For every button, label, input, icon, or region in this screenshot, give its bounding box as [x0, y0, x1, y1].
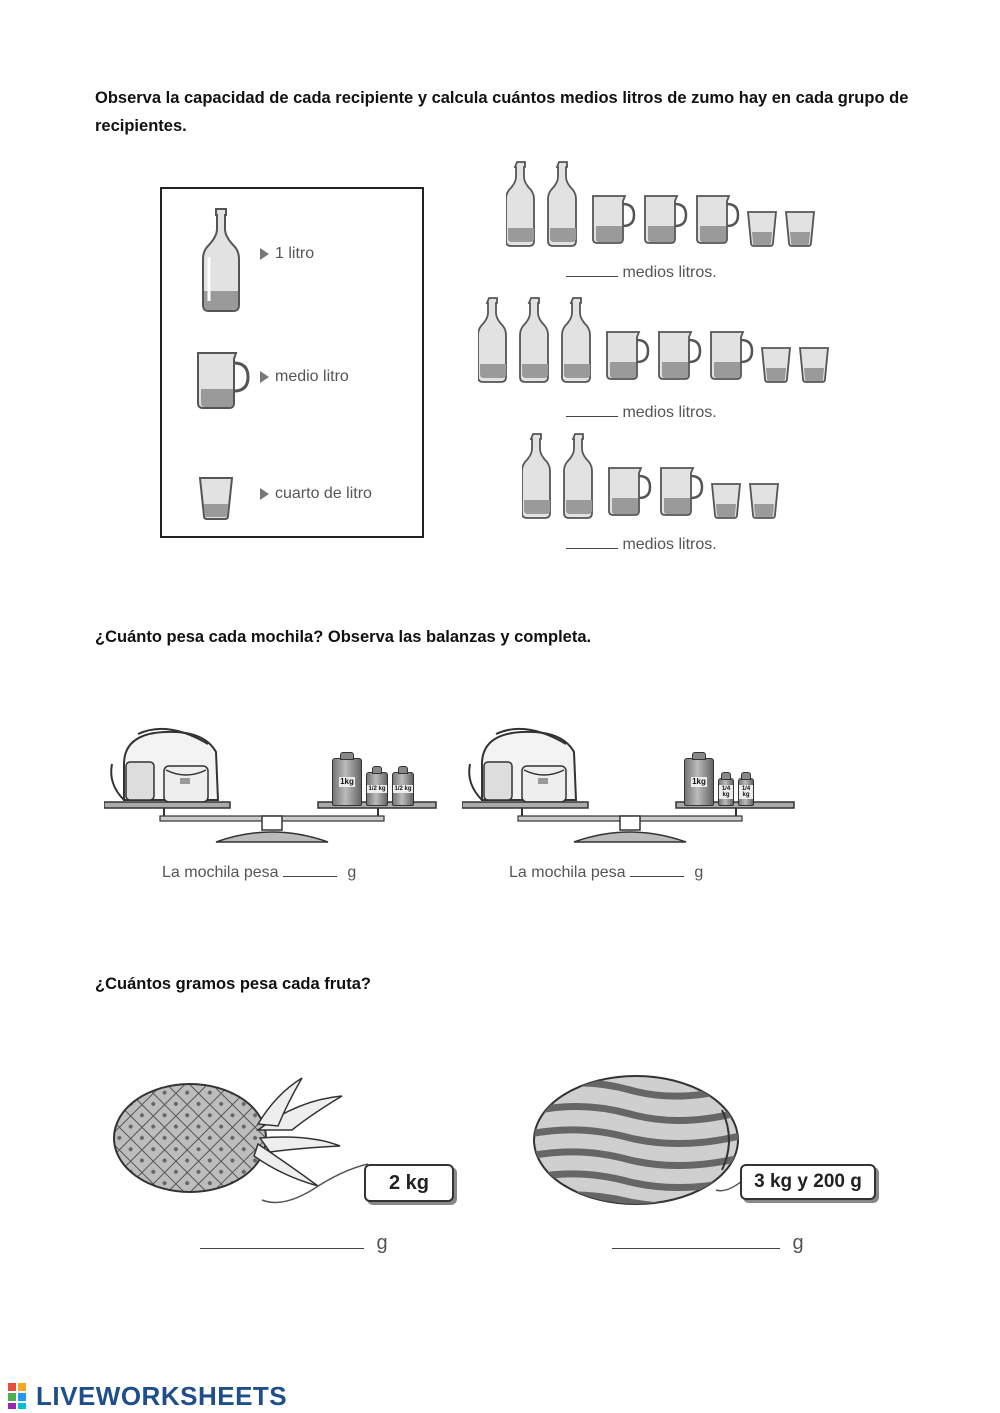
pointer-triangle-icon: [260, 371, 269, 383]
legend-bottle-text: 1 litro: [275, 245, 315, 262]
legend-glass-text: cuarto de litro: [275, 485, 372, 502]
weight-icon: [684, 758, 714, 806]
legend-bottle-label: [260, 245, 314, 263]
group-1-answer-label: medios litros.: [622, 264, 717, 281]
weight-knob: [721, 772, 731, 780]
scale-1-answer: [162, 864, 356, 882]
bottle-icon: [478, 298, 506, 382]
weight-label: 1kg: [340, 777, 354, 786]
scale-2-answer: [509, 864, 703, 882]
group-3-answer-label: medios litros.: [622, 536, 717, 553]
weight-label: 1kg: [692, 777, 706, 786]
bottle-icon: [506, 162, 534, 246]
scale-1-unit: g: [347, 864, 357, 881]
container-row: [478, 296, 836, 386]
weights-group: [332, 750, 432, 806]
jug-icon: [659, 332, 700, 379]
glass-icon: [748, 212, 776, 246]
q1-instruction: Observa la capacidad de cada recipiente y calcula cuántos medios litros de zumo hay en cada grupo de recipientes.: [95, 89, 909, 135]
weight-knob: [692, 752, 706, 760]
bottle-icon: [562, 298, 590, 382]
footer-brand[interactable]: [8, 1381, 287, 1411]
group-2-answer-label: medios litros.: [622, 404, 717, 421]
scale-2: [462, 724, 798, 854]
watermelon-weight-tag: 3 kg y 200 g: [740, 1164, 876, 1200]
legend-box: [160, 187, 424, 538]
legend-glass-label: [260, 485, 372, 503]
group-1-answer: [566, 264, 717, 282]
legend-jug-text: medio litro: [275, 368, 349, 385]
weight-label: 1/4 kg: [719, 785, 733, 799]
jug-icon: [645, 196, 686, 243]
weight-label: 1/4 kg: [739, 785, 753, 799]
scale-2-label: La mochila pesa: [509, 864, 626, 881]
bottle-icon: [564, 434, 592, 518]
answer-blank[interactable]: [200, 1248, 364, 1249]
jug-icon: [711, 332, 752, 379]
weight-knob: [398, 766, 408, 774]
weight-knob: [340, 752, 354, 760]
container-row: [522, 432, 786, 522]
watermelon-unit: g: [792, 1232, 804, 1254]
weight-icon: [332, 758, 362, 806]
watermelon-answer: [612, 1232, 804, 1255]
weight-icon: [366, 772, 388, 806]
weight-icon: [738, 778, 754, 806]
weight-label: 1/2 kg: [394, 786, 412, 792]
jug-icon: [607, 332, 648, 379]
bottle-icon: [548, 162, 576, 246]
bottle-icon: [196, 205, 246, 313]
container-group-2: [478, 296, 828, 386]
footer-brand-text: LIVEWORKSHEETS: [36, 1380, 288, 1411]
glass-icon: [196, 474, 236, 522]
backpack-icon: [469, 729, 576, 802]
container-group-3: [522, 432, 822, 522]
jug-icon: [661, 468, 702, 515]
group-3-answer: [566, 536, 717, 554]
weight-knob: [741, 772, 751, 780]
pineapple-unit: g: [376, 1232, 388, 1254]
weight-icon: [392, 772, 414, 806]
weight-knob: [372, 766, 382, 774]
q2-instruction: ¿Cuánto pesa cada mochila? Observa las balanzas y completa.: [95, 628, 592, 646]
glass-icon: [750, 484, 778, 518]
jug-icon: [697, 196, 738, 243]
jug-icon: [609, 468, 650, 515]
answer-blank[interactable]: [612, 1248, 780, 1249]
bottle-icon: [520, 298, 548, 382]
answer-blank[interactable]: [566, 276, 618, 277]
pointer-triangle-icon: [260, 248, 269, 260]
glass-icon: [800, 348, 828, 382]
pineapple-weight-tag: 2 kg: [364, 1164, 454, 1202]
answer-blank[interactable]: [283, 876, 337, 877]
pointer-triangle-icon: [260, 488, 269, 500]
glass-icon: [786, 212, 814, 246]
liveworksheets-logo-icon: [8, 1383, 36, 1409]
answer-blank[interactable]: [630, 876, 684, 877]
pineapple-answer: [200, 1232, 388, 1255]
legend-jug-label: [260, 368, 349, 386]
weights-group: [684, 750, 784, 806]
answer-blank[interactable]: [566, 416, 618, 417]
glass-icon: [712, 484, 740, 518]
weight-icon: [718, 778, 734, 806]
scale-2-unit: g: [694, 864, 704, 881]
backpack-icon: [111, 729, 218, 802]
weight-label: 1/2 kg: [368, 786, 386, 792]
tag-string-icon: [258, 1150, 368, 1210]
scale-1-label: La mochila pesa: [162, 864, 279, 881]
glass-icon: [762, 348, 790, 382]
container-row: [506, 160, 822, 250]
scale-1: [104, 724, 440, 854]
group-2-answer: [566, 404, 717, 422]
bottle-icon: [522, 434, 550, 518]
answer-blank[interactable]: [566, 548, 618, 549]
jug-icon: [593, 196, 634, 243]
q3-instruction: ¿Cuántos gramos pesa cada fruta?: [95, 975, 371, 993]
container-group-1: [506, 160, 826, 250]
jug-icon: [192, 349, 252, 411]
